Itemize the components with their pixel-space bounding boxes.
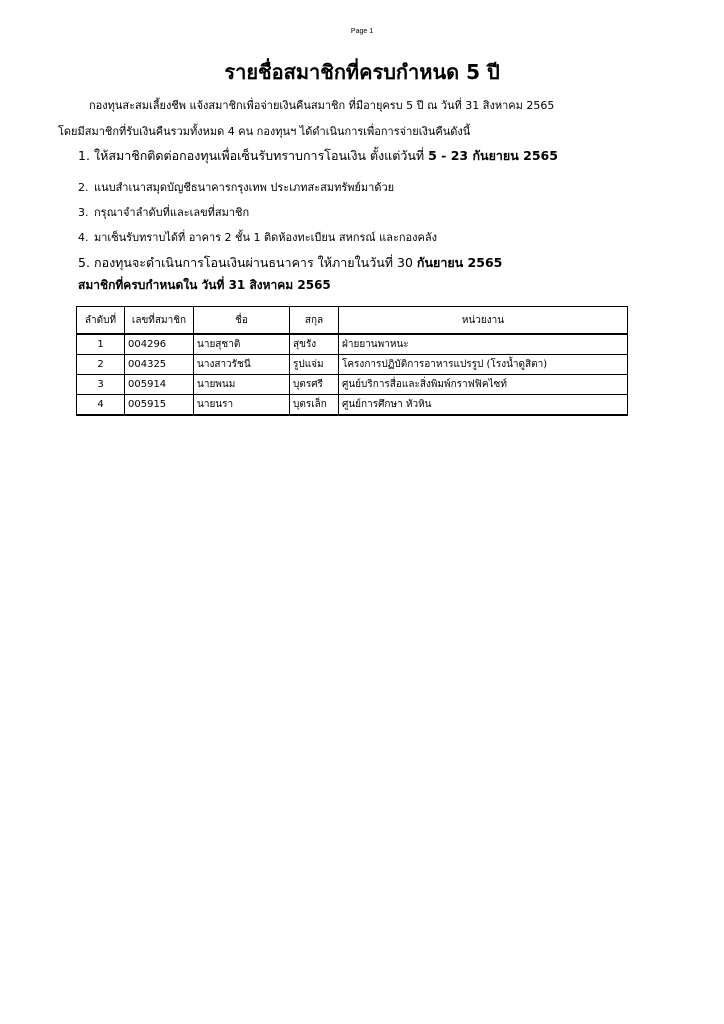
- table-cell: 3: [77, 375, 125, 395]
- table-cell: 004325: [125, 355, 194, 375]
- table-cell: ฝ่ายยานพาหนะ: [339, 334, 628, 355]
- table-row: [77, 395, 628, 416]
- table-cell: 005915: [125, 395, 194, 416]
- table-cell: นายพนม: [194, 375, 290, 395]
- column-header: เลขที่สมาชิก: [125, 307, 194, 335]
- table-cell: บุตรศรี: [290, 375, 339, 395]
- table-row: [77, 375, 628, 395]
- table-cell: 004296: [125, 334, 194, 355]
- table-cell: รูปแจ่ม: [290, 355, 339, 375]
- step-number: 5.: [78, 255, 90, 270]
- table-cell: 2: [77, 355, 125, 375]
- step-item: [78, 146, 558, 166]
- table-header-row: [77, 307, 628, 335]
- table-cell: ศูนย์การศึกษา หัวหิน: [339, 395, 628, 416]
- table-cell: บุตรเล็ก: [290, 395, 339, 416]
- column-header: หน่วยงาน: [339, 307, 628, 335]
- step-number: 1.: [78, 148, 90, 163]
- column-header: สกุล: [290, 307, 339, 335]
- step-item: [78, 253, 502, 273]
- table-cell: 4: [77, 395, 125, 416]
- step-text: มาเซ็นรับทราบได้ที่ อาคาร 2 ชั้น 1 ติดห้องทะเบียน สหกรณ์ และกองคลัง: [94, 231, 437, 244]
- step-text: กองทุนจะดำเนินการโอนเงินผ่านธนาคาร ให้ภายในวันที่ 30: [94, 255, 417, 270]
- table-cell: ศูนย์บริการสื่อและสิ่งพิมพ์กราฟฟิคไซท์: [339, 375, 628, 395]
- step-number: 3.: [78, 206, 89, 219]
- step-text: แนบสำเนาสมุดบัญชีธนาคารกรุงเทพ ประเภทสะสมทรัพย์มาด้วย: [94, 181, 395, 194]
- table-cell: สุขรัง: [290, 334, 339, 355]
- column-header: ชื่อ: [194, 307, 290, 335]
- table-row: [77, 355, 628, 375]
- table-cell: โครงการปฏิบัติการอาหารแปรรูป (โรงน้ำดูสิตา): [339, 355, 628, 375]
- step-highlight: 5 - 23 กันยายน 2565: [428, 148, 558, 163]
- table-row: [77, 334, 628, 355]
- table-caption: สมาชิกที่ครบกำหนดใน วันที่ 31 สิงหาคม 2565: [78, 278, 331, 292]
- column-header: ลำดับที่: [77, 307, 125, 335]
- members-table: [76, 306, 628, 416]
- step-item: [78, 203, 249, 221]
- intro-line-1: กองทุนสะสมเลี้ยงชีพ แจ้งสมาชิกเพื่อจ่ายเงินคืนสมาชิก ที่มีอายุครบ 5 ปี ณ วันที่ 31 สิงหาคม 2565: [89, 99, 555, 112]
- step-number: 4.: [78, 231, 89, 244]
- step-number: 2.: [78, 181, 89, 194]
- table-cell: นางสาวรัชนี: [194, 355, 290, 375]
- step-text: กรุณาจำลำดับที่และเลขที่สมาชิก: [94, 206, 250, 219]
- step-item: [78, 228, 437, 246]
- table-cell: 1: [77, 334, 125, 355]
- step-highlight: กันยายน 2565: [416, 255, 503, 270]
- table-cell: 005914: [125, 375, 194, 395]
- table-cell: นายสุชาติ: [194, 334, 290, 355]
- step-text: ให้สมาชิกติดต่อกองทุนเพื่อเซ็นรับทราบการโอนเงิน ตั้งแต่วันที่: [94, 148, 429, 163]
- intro-line-2: โดยมีสมาชิกที่รับเงินคืนรวมทั้งหมด 4 คน กองทุนฯ ได้ดำเนินการเพื่อการจ่ายเงินคืนดังนี้: [58, 125, 471, 138]
- table-cell: นายนรา: [194, 395, 290, 416]
- step-item: [78, 178, 394, 196]
- document-title: รายชื่อสมาชิกที่ครบกำหนด 5 ปี: [224, 60, 500, 84]
- page-number-label: Page 1: [350, 28, 374, 35]
